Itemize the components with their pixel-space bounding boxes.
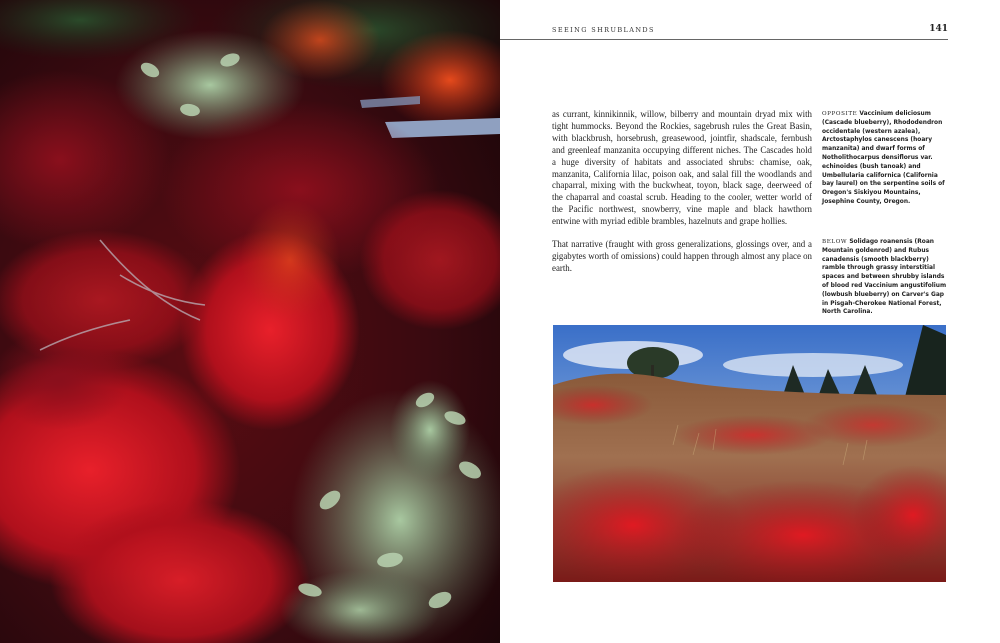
caption-text: Vaccinium deliciosum (Cascade blueberry), Rhododendron occidentale (western azalea), Arctostaphylos canescens (hoary manzanita) and dwarf forms of Notholithocarpus densiflorus var. echinoides (bush tanoak) and Umbellularia californica (California bay laurel) on the serpentine soils of Oregon's Siskiyou Mountains, Josephine County, Oregon.	[822, 111, 945, 205]
inset-photograph	[553, 325, 946, 582]
right-page	[500, 0, 1000, 643]
body-paragraph-2: That narrative (fraught with gross generalizations, glossings over, and a gigabytes worth of omissions) could happen through almost any place on earth.	[552, 239, 812, 273]
body-text	[552, 109, 812, 286]
caption-keyword: OPPOSITE	[822, 111, 858, 117]
caption-text: Solidago roanensis (Roan Mountain goldenrod) and Rubus canadensis (smooth blackberry) ramble through grassy interstitial spaces and between shrubby islands of blood red Vaccinium angustifolium (lowbush blueberry) on Carver's Gap in Pisgah-Cherokee National Forest, North Carolina.	[822, 239, 947, 316]
heath-photo-illustration	[553, 325, 946, 582]
body-paragraph-1: as currant, kinnikinnik, willow, bilberry and mountain dryad mix with tight hummocks. Beyond the Rockies, sagebrush rules the Great Basin, with blackbrush, horsebrush, greasewood, jointfir, shadscale, fernbush and greenleaf manzanita occupying different niches. The Cascades hold a huge diversity of habitats and associated shrubs: chamise, oak, manzanita, California lilac, poison oak, and salal fill the woodlands and chaparral, mixing with the buckwheat, toyon, black sage, deerweed of the chaparral and coastal scrub. Heading to the cooler, wetter world of the Pacific northwest, snowberry, vine maple and black hawthorn entwine with myriad edible brambles, hazelnuts and grape hollies.	[552, 109, 812, 227]
page-number: 141	[929, 24, 948, 34]
caption-opposite	[822, 110, 950, 207]
caption-below	[822, 238, 950, 317]
header-rule	[500, 39, 948, 40]
caption-keyword: BELOW	[822, 239, 848, 245]
running-head: SEEING SHRUBLANDS	[552, 26, 655, 34]
